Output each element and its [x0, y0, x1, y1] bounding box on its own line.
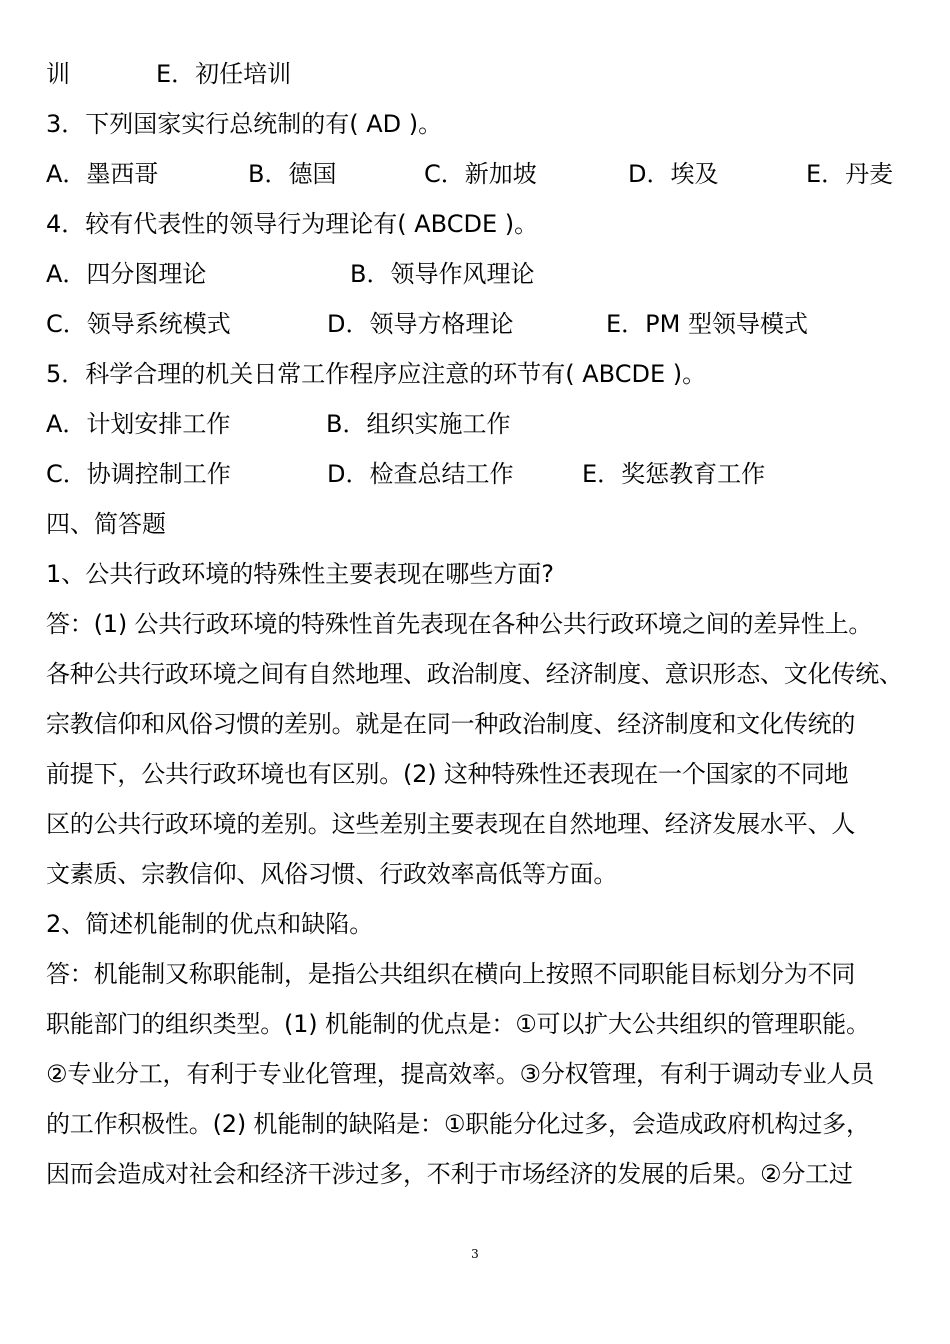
- option-b: B．领导作风理论: [350, 260, 535, 288]
- question-text: 1、公共行政环境的特殊性主要表现在哪些方面?: [46, 560, 555, 588]
- option-e: E．初任培训: [156, 60, 292, 88]
- option-c: C．领导系统模式: [46, 310, 231, 338]
- answer-text: 职能部门的组织类型。(1) 机能制的优点是：①可以扩大公共组织的管理职能。: [46, 1010, 870, 1038]
- option-d: D．检查总结工作: [327, 460, 514, 488]
- option-a: A．墨西哥: [46, 160, 159, 188]
- option-b: B．德国: [248, 160, 337, 188]
- option-d: D．领导方格理论: [327, 310, 514, 338]
- option-c: C．协调控制工作: [46, 460, 231, 488]
- page-number: 3: [471, 1247, 479, 1261]
- option-b: B．组织实施工作: [326, 410, 511, 438]
- answer-text: 文素质、宗教信仰、风俗习惯、行政效率高低等方面。: [46, 860, 618, 888]
- answer-text: 的工作积极性。(2) 机能制的缺陷是：①职能分化过多，会造成政府机构过多，: [46, 1110, 870, 1138]
- option-e: E．奖惩教育工作: [582, 460, 766, 488]
- option-c: C．新加坡: [424, 160, 537, 188]
- answer-text: 各种公共行政环境之间有自然地理、政治制度、经济制度、意识形态、文化传统、: [46, 660, 903, 688]
- answer-text: ②专业分工，有利于专业化管理，提高效率。③分权管理，有利于调动专业人员: [46, 1060, 875, 1088]
- answer-text: 区的公共行政环境的差别。这些差别主要表现在自然地理、经济发展水平、人: [46, 810, 856, 838]
- option-a: A．计划安排工作: [46, 410, 231, 438]
- option-e: E．PM 型领导模式: [606, 310, 808, 338]
- section-title: 四、简答题: [46, 510, 166, 538]
- answer-text: 答：(1) 公共行政环境的特殊性首先表现在各种公共行政环境之间的差异性上。: [46, 610, 873, 638]
- option-e: E．丹麦: [806, 160, 894, 188]
- answer-text: 宗教信仰和风俗习惯的差别。就是在同一种政治制度、经济制度和文化传统的: [46, 710, 856, 738]
- answer-text: 因而会造成对社会和经济干涉过多，不利于市场经济的发展的后果。②分工过: [46, 1160, 853, 1188]
- option-d: D．埃及: [628, 160, 719, 188]
- question-text: 3．下列国家实行总统制的有( AD )。: [46, 110, 443, 138]
- question-text: 5．科学合理的机关日常工作程序应注意的环节有( ABCDE )。: [46, 360, 707, 388]
- answer-text: 前提下，公共行政环境也有区别。(2) 这种特殊性还表现在一个国家的不同地: [46, 760, 849, 788]
- text-segment: 训: [46, 60, 70, 88]
- answer-text: 答：机能制又称职能制，是指公共组织在横向上按照不同职能目标划分为不同: [46, 960, 856, 988]
- option-a: A．四分图理论: [46, 260, 207, 288]
- question-text: 4．较有代表性的领导行为理论有( ABCDE )。: [46, 210, 539, 238]
- question-text: 2、简述机能制的优点和缺陷。: [46, 910, 374, 938]
